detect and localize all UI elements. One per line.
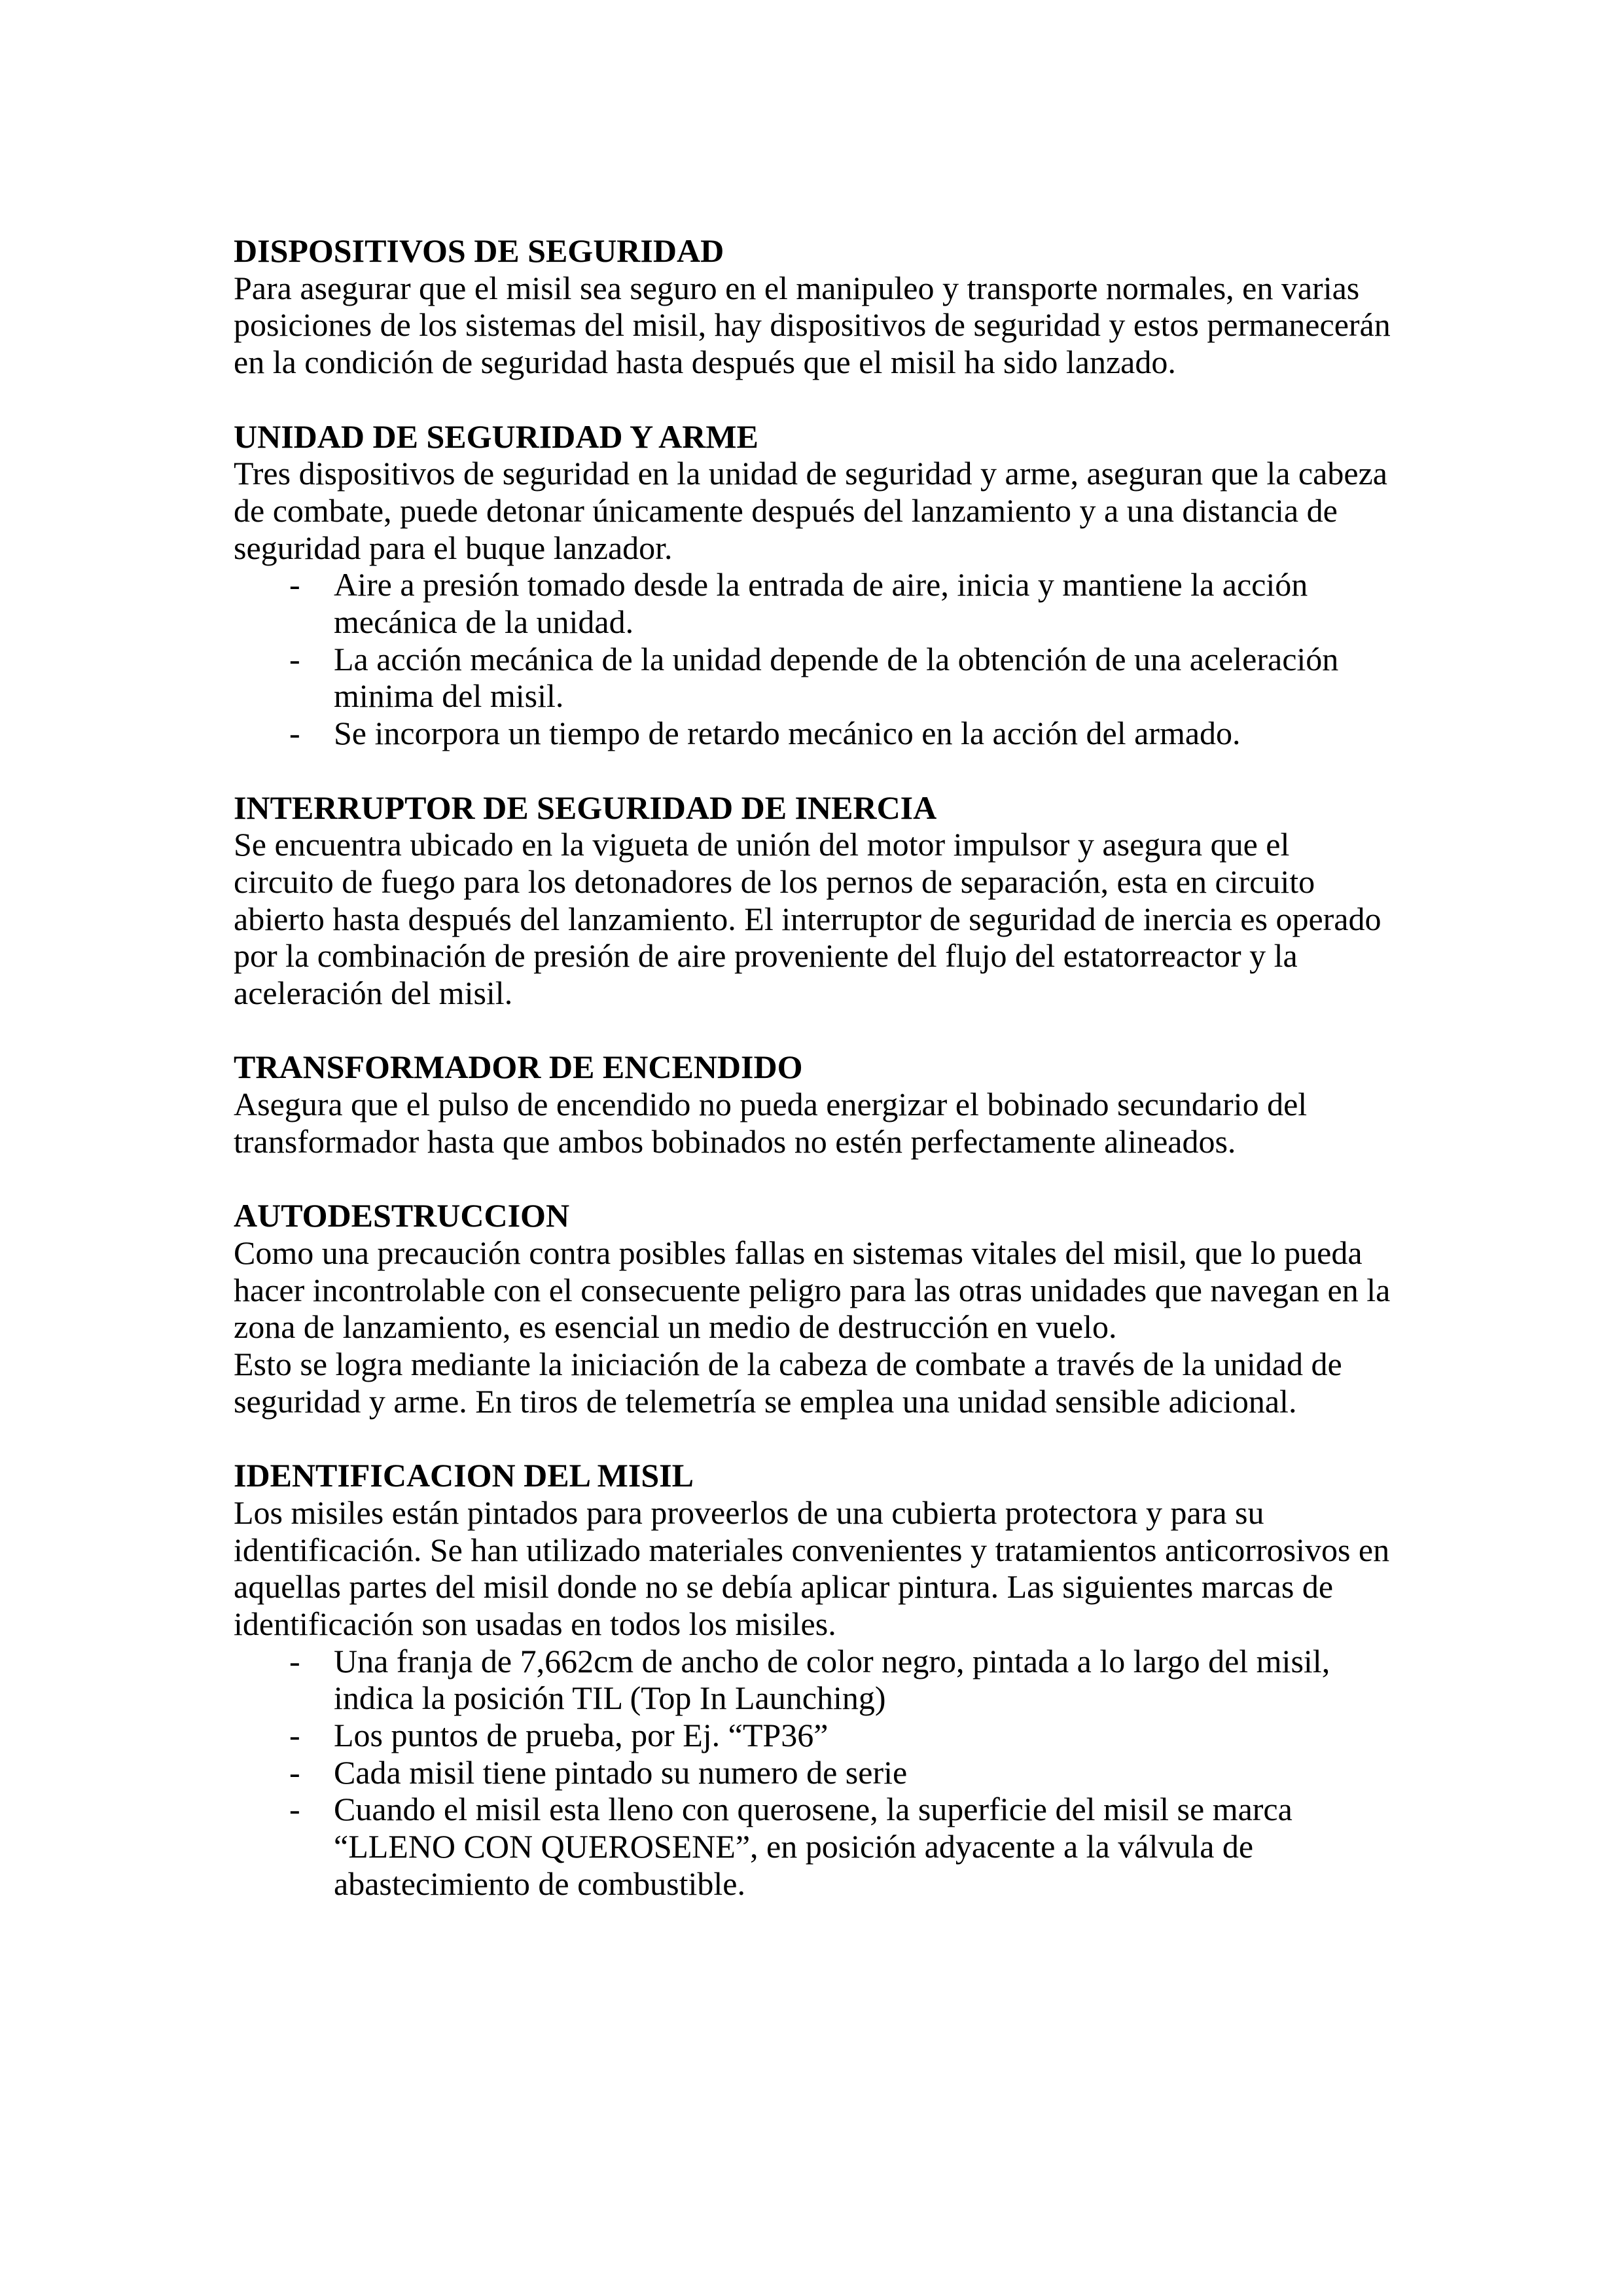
bullet-item [234,566,1412,640]
text-line: indica la posición TIL (Top In Launching) [334,1679,886,1717]
paragraph [234,1494,1412,1643]
text-line: de combate, puede detonar únicamente después del lanzamiento y a una distancia de [234,492,1338,529]
bullet-dash-icon: - [289,1642,300,1679]
text-line: Cada misil tiene pintado su numero de serie [334,1753,908,1791]
section-heading: TRANSFORMADOR DE ENCENDIDO [234,1049,803,1086]
text-line: circuito de fuego para los detonadores de los pernos de separación, esta en circuito [234,863,1315,900]
text-line: Se encuentra ubicado en la vigueta de unión del motor impulsor y asegura que el [234,826,1290,863]
text-line: La acción mecánica de la unidad depende de la obtención de una aceleración [334,640,1339,677]
text-line: Los puntos de prueba, por Ej. “TP36” [334,1717,829,1754]
bullet-dash-icon: - [289,715,300,752]
bullet-item [234,715,1412,752]
text-line: hacer incontrolable con el consecuente peligro para las otras unidades que navegan en la [234,1271,1391,1308]
paragraph [234,1234,1412,1420]
section [234,1197,1412,1420]
bullet-item [234,1791,1412,1902]
section [234,1049,1412,1160]
section [234,232,1412,381]
text-line: seguridad para el buque lanzador. [234,529,673,566]
text-line: Cuando el misil esta lleno con querosene, la superficie del misil se marca [334,1791,1293,1828]
text-line: abastecimiento de combustible. [334,1865,745,1902]
bullet-dash-icon: - [289,640,300,677]
document-body [234,232,1412,1939]
bullet-dash-icon: - [289,1717,300,1754]
text-line: por la combinación de presión de aire proveniente del flujo del estatorreactor y la [234,937,1298,975]
section-heading: AUTODESTRUCCION [234,1197,570,1234]
text-line: Aire a presión tomado desde la entrada de aire, inicia y mantiene la acción [334,566,1308,603]
text-line: mecánica de la unidad. [334,603,634,641]
text-line: seguridad y arme. En tiros de telemetría se emplea una unidad sensible adicional. [234,1382,1297,1420]
text-line: en la condición de seguridad hasta después que el misil ha sido lanzado. [234,344,1176,381]
bullet-item [234,1717,1412,1754]
bullet-dash-icon: - [289,1753,300,1791]
text-line: Una franja de 7,662cm de ancho de color negro, pintada a lo largo del misil, [334,1642,1330,1679]
text-line: zona de lanzamiento, es esencial un medio de destrucción en vuelo. [234,1308,1117,1346]
section [234,789,1412,1012]
text-line: Para asegurar que el misil sea seguro en el manipuleo y transporte normales, en varias [234,269,1360,306]
text-line: Los misiles están pintados para proveerlos de una cubierta protectora y para su [234,1494,1264,1531]
bullet-dash-icon: - [289,566,300,603]
bullet-item [234,1754,1412,1791]
text-line: transformador hasta que ambos bobinados no estén perfectamente alineados. [234,1122,1236,1160]
section [234,1457,1412,1902]
text-line: Se incorpora un tiempo de retardo mecánico en la acción del armado. [334,715,1241,752]
bullet-item [234,641,1412,715]
text-line: “LLENO CON QUEROSENE”, en posición adyacente a la válvula de [334,1828,1254,1865]
text-line: aquellas partes del misil donde no se debía aplicar pintura. Las siguientes marcas de [234,1568,1334,1605]
text-line: Tres dispositivos de seguridad en la unidad de seguridad y arme, aseguran que la cabeza [234,455,1387,492]
text-line: posiciones de los sistemas del misil, hay dispositivos de seguridad y estos permanecerán [234,306,1391,344]
bullet-dash-icon: - [289,1791,300,1828]
paragraph [234,826,1412,1012]
text-line: aceleración del misil. [234,975,513,1012]
paragraph [234,270,1412,381]
section-heading: DISPOSITIVOS DE SEGURIDAD [234,232,724,269]
section-heading: IDENTIFICACION DEL MISIL [234,1457,694,1494]
paragraph [234,455,1412,566]
paragraph [234,1086,1412,1160]
text-line: abierto hasta después del lanzamiento. El interruptor de seguridad de inercia es operado [234,900,1382,937]
section [234,418,1412,752]
section-heading: UNIDAD DE SEGURIDAD Y ARME [234,418,758,455]
text-line: identificación. Se han utilizado materiales convenientes y tratamientos anticorrosivos en [234,1531,1390,1568]
text-line: Asegura que el pulso de encendido no pueda energizar el bobinado secundario del [234,1086,1308,1123]
text-line: Como una precaución contra posibles fallas en sistemas vitales del misil, que lo pueda [234,1234,1363,1271]
text-line: minima del misil. [334,677,564,715]
section-heading: INTERRUPTOR DE SEGURIDAD DE INERCIA [234,789,937,826]
bullet-item [234,1643,1412,1717]
text-line: Esto se logra mediante la iniciación de la cabeza de combate a través de la unidad de [234,1346,1342,1383]
text-line: identificación son usadas en todos los misiles. [234,1605,836,1642]
